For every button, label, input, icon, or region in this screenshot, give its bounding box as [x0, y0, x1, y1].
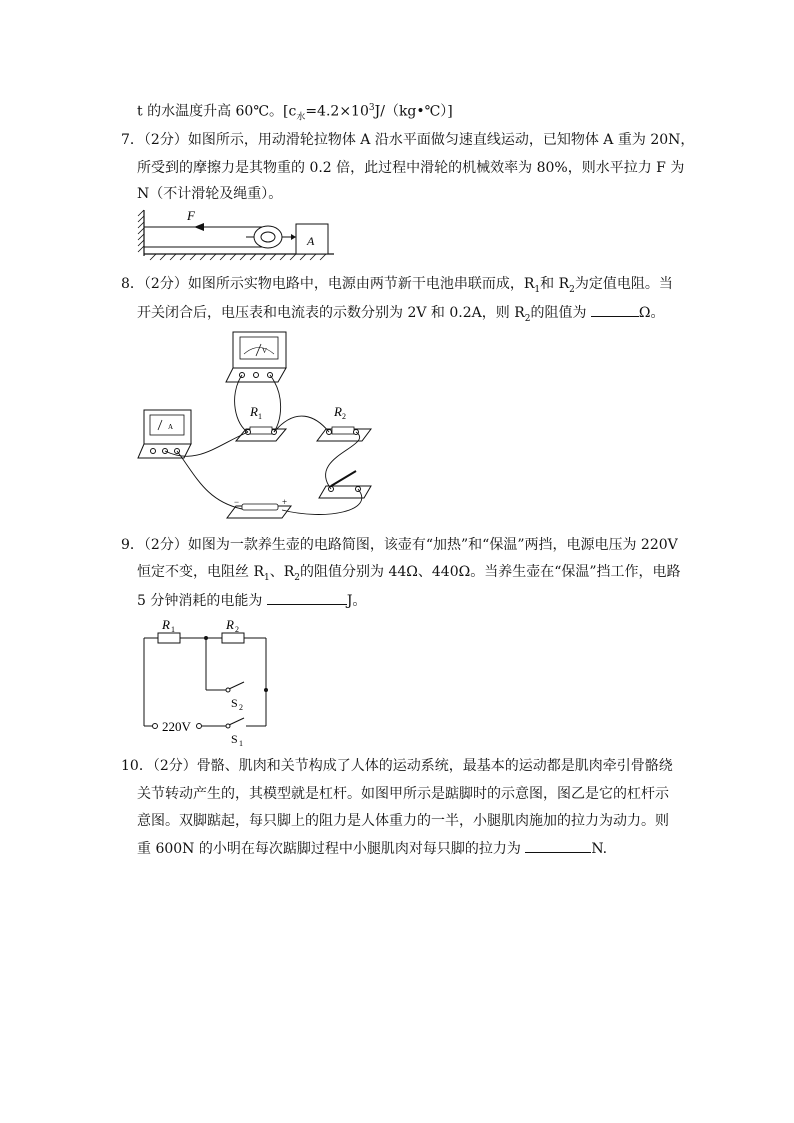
q10-line3 — [137, 811, 669, 831]
q8-sub1: 1 — [534, 284, 541, 295]
q9-circuit-figure — [136, 616, 276, 746]
q8-sub2: 2 — [569, 284, 575, 295]
q10-number: 10． — [121, 758, 153, 774]
q6-tail-sub: 水 — [296, 112, 306, 123]
q8-line1 — [121, 274, 673, 300]
q10-points: （2分） — [152, 758, 197, 774]
q8-text1c: 为定值电阻。当 — [574, 276, 673, 292]
battery-plus: + — [282, 497, 288, 507]
q9-r2-sub: 2 — [235, 625, 239, 634]
q8-line2 — [137, 302, 665, 329]
q7-line2 — [137, 158, 684, 178]
q9-text3a: 5 分钟消耗的电能为 — [137, 593, 263, 609]
q7-line1 — [121, 130, 694, 150]
q6-tail-sup: 3 — [368, 103, 375, 113]
r1-resistor-icon — [158, 633, 180, 643]
r1-label: R — [250, 404, 258, 419]
q9-line2 — [137, 562, 681, 588]
q10-text4b: N. — [591, 841, 608, 857]
q9-s1-sub: 1 — [239, 739, 243, 746]
q9-r1-sub: 1 — [171, 625, 175, 634]
q6-tail-line — [137, 98, 453, 127]
q8-text1b: 和 R — [540, 276, 570, 292]
q7-fig-F-label: F — [187, 208, 195, 223]
voltmeter-label: V — [262, 347, 268, 355]
q7-pulley-figure — [136, 206, 336, 262]
q9-sub1: 1 — [264, 572, 270, 583]
q9-text2a: 恒定不变，电阻丝 R — [137, 564, 264, 580]
q6-tail-end: J/（kg•℃）] — [374, 103, 453, 120]
q9-s2-label: S — [231, 696, 238, 710]
q9-number: 9． — [121, 537, 144, 553]
q7-text3: N（不计滑轮及绳重）。 — [137, 186, 283, 202]
r1-sub: 1 — [258, 412, 262, 421]
q9-s1-label: S — [231, 732, 238, 746]
s1-switch-icon — [229, 718, 244, 725]
q7-number: 7． — [121, 132, 144, 148]
ammeter-icon — [138, 410, 191, 458]
q9-s2-sub: 2 — [239, 703, 243, 712]
r2-label: R — [334, 404, 342, 419]
q9-points: （2分） — [143, 537, 188, 553]
q9-r2-label: R — [226, 617, 234, 632]
q9-line3 — [137, 590, 366, 611]
q7-text1: 如图所示，用动滑轮拉物体 A 沿水平面做匀速直线运动，已知物体 A 重为 20N， — [187, 132, 695, 148]
q8-number: 8． — [121, 276, 144, 292]
voltmeter-icon — [226, 332, 286, 382]
q8-sub2b: 2 — [524, 313, 531, 324]
q9-text3b: J。 — [346, 593, 367, 609]
q10-answer-blank[interactable] — [525, 838, 591, 853]
q8-text2b: 的阻值为 — [530, 305, 587, 321]
q9-line1 — [121, 535, 678, 555]
q10-text1: 骨骼、肌肉和关节构成了人体的运动系统，最基本的运动都是肌肉牵引骨骼绕 — [196, 758, 673, 774]
q10-text3: 意图。双脚踮起，每只脚上的阻力是人体重力的一半，小腿肌肉施加的拉力为动力。则 — [137, 813, 669, 829]
switch-icon — [319, 471, 371, 498]
q8-text2a: 开关闭合后，电压表和电流表的示数分别为 2V 和 0.2A，则 R — [137, 305, 525, 321]
ammeter-label: A — [168, 423, 174, 431]
resistor-r2-icon — [317, 404, 371, 441]
q10-line1 — [121, 756, 673, 776]
q9-sub2: 2 — [294, 572, 301, 583]
q9-text1: 如图为一款养生壶的电路简图，该壶有“加热”和“保温”两挡，电源电压为 220V — [187, 537, 678, 553]
q9-text2b: 、R — [269, 564, 295, 580]
q8-text1a: 如图所示实物电路中，电源由两节新干电池串联而成，R — [187, 276, 535, 292]
s2-switch-icon — [229, 682, 244, 689]
q7-points: （2分） — [143, 132, 188, 148]
q10-line4 — [137, 838, 607, 859]
q10-line2 — [137, 784, 669, 804]
q8-answer-blank[interactable] — [591, 302, 639, 317]
q6-tail-text: t 的水温度升高 60℃。[c — [137, 103, 297, 120]
q6-tail-mid: =4.2×10 — [305, 103, 369, 120]
q8-circuit-figure — [136, 326, 386, 522]
q7-fig-A-label: A — [307, 234, 315, 248]
q7-text2: 所受到的摩擦力是其物重的 0.2 倍，此过程中滑轮的机械效率为 80%，则水平拉力 F 为 — [137, 160, 685, 176]
q7-line3 — [137, 184, 282, 204]
battery-minus: − — [234, 497, 240, 507]
q9-voltage-label: 220V — [162, 719, 191, 734]
q10-text2: 关节转动产生的，其模型就是杠杆。如图甲所示是踮脚时的示意图，图乙是它的杠杆示 — [137, 786, 669, 802]
r2-sub: 2 — [342, 412, 346, 421]
q9-r1-label: R — [162, 617, 170, 632]
q10-text4a: 重 600N 的小明在每次踮脚过程中小腿肌肉对每只脚的拉力为 — [137, 841, 521, 857]
q8-points: （2分） — [143, 276, 188, 292]
r2-resistor-icon — [222, 633, 244, 643]
q9-answer-blank[interactable] — [267, 590, 347, 605]
q9-text2c: 的阻值分别为 44Ω、440Ω。当养生壶在“保温”挡工作，电路 — [300, 564, 681, 580]
q8-text2c: Ω。 — [638, 305, 665, 321]
